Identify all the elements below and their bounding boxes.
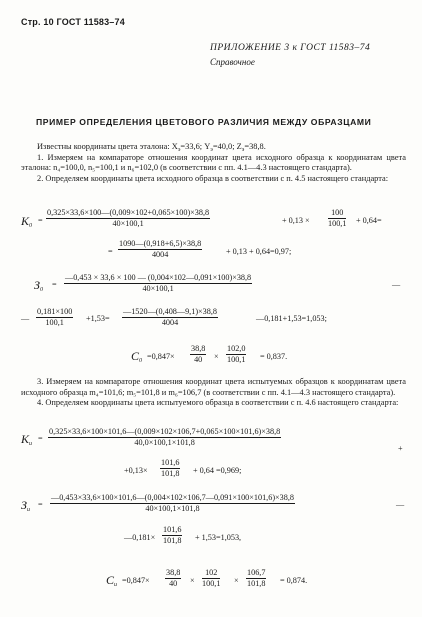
- paragraph-2: 2. Определяем координаты цвета исходного образца в соответствии с п. 4.5 настоящего стандарта:: [37, 173, 389, 183]
- k0-subscript: 0: [29, 223, 33, 229]
- intro-line: Известны координаты цвета эталона: $X_э=33,6$; $Y_э=40,0$; $Z_э=38,8$.: [37, 142, 266, 153]
- c0-coefficient: =0,847×: [147, 352, 175, 361]
- c0-fraction-1: $\frac{38,8}{40}$: [191, 344, 206, 364]
- ci-fraction-1: $\frac{38,8}{40}$: [166, 568, 181, 588]
- zi-subscript: и: [26, 507, 30, 513]
- zi-fraction-1: $\frac{—0,453\times 33,6\times 100\times 101,6—(0,004\times 102\times 106,7—0,091\times 100\times 101,6)\times 38,8}{40\times 100,1\times 101,8}$: [51, 493, 294, 513]
- c0-fraction-2: $\frac{102,0}{100,1}$: [227, 344, 246, 364]
- ki-symbol: K: [21, 432, 30, 446]
- z0-result: —0,181+1,53=1,053;: [256, 314, 327, 323]
- z0-fraction-2: $\frac{0,181\times 100}{100,1}$: [37, 307, 73, 327]
- page-header: Стр. 10 ГОСТ 11583–74: [21, 17, 125, 27]
- intro-block: [21, 142, 406, 184]
- paragraph-3: 3. Измеряем на компараторе отношения координат цвета испытуемых образцов к координатам цвета исходного образца m₄=101,6; m₅=101,8 и m₆=106,7 (в соответствии с пп. 4.1—4.3 настоящего стандарта).: [21, 377, 406, 397]
- ci-fraction-3: $\frac{106,7}{101,8}$: [247, 568, 266, 588]
- z0-dash: —: [392, 280, 401, 289]
- c0-times: ×: [214, 352, 219, 361]
- k0-fraction-2: $\frac{100}{100,1}$: [328, 208, 347, 228]
- ki-plus: +: [398, 444, 403, 453]
- k0-fraction-3: $\frac{1090—(0,918+6,5)\times 38,8}{4004}$: [119, 239, 202, 259]
- ci-result: = 0,874.: [280, 576, 308, 585]
- appendix-reference: Справочное: [210, 57, 255, 67]
- c0-subscript: 0: [139, 358, 143, 364]
- ki-term: +0,13×: [124, 466, 148, 475]
- k0-result: + 0,13 + 0,64=0,97;: [226, 247, 292, 256]
- ki-subscript: и: [29, 441, 33, 447]
- appendix-title: ПРИЛОЖЕНИЕ 3 к ГОСТ 11583–74: [210, 43, 371, 53]
- document-page: Стр. 10 ГОСТ 11583–74 ПРИЛОЖЕНИЕ 3 к ГОСТ 11583–74 Справочное ПРИМЕР ОПРЕДЕЛЕНИЯ ЦВЕТОВОГО РАЗЛИЧИЯ МЕЖДУ ОБРАЗЦАМИ Известны координаты цвета эталона: $X_э=33,6$; $Y_э=40,0$; $Z_э=38,8$. 1. Измеряем на компараторе отношения координат цвета исходного образца к координатам цвета эталона: n₄=100,0, n₅=100,1 и n₆=102,0 (в соответствии с пп. 4.1—4.3 настоящего стандарта). 2. Определяем координаты цвета исходного образца в соответствии с п. 4.5 настоящего стандарта: $K_0$ = $\frac{0,325\times 33,6\times 100—(0,009\times 102+0,065\times 100)\times 38,8}{40\times 100,1}$ + 0,13 × $\frac{100}{100,1}$ + 0,64= = $\frac{1090—(0,918+6,5)\times 38,8}{4004}$ + 0,13 + 0,64=0,97; $З_0$ = $\frac{—0,453 \times 33,6 \times 100 — (0,004\times 102—0,091\times 100)\times 38,8}{40\times 100,1}$ — — $\frac{0,181\times 100}{100,1}$ +1,53= $\frac{—1520—(0,408—9,1)\times 38,8}{4004}$ —0,181+1,53=1,053; $C_0$ =0,847× $\frac{38,8}{40}$ × $\frac{102,0}{100,1}$ = 0,837. 3. Измеряем на компараторе отношения координат цвета испытуемых образцов к координатам цвета исходного образца m₄=101,6; m₅=101,8 и m₆=106,7 (в соответствии с пп. 4.1—4.3 настоящего стандарта). 4. Определяем координаты цвета испытуемого образца в соответствии с п. 4.6 настоящего стандарта: $K_и$ = $\frac{0,325\times 33,6\times 100\times 101,6—(0,009\times 102\times 106,7+0,065\times 100\times 101,6)\times 38,8}{40,0\times 100,1\times 101,8}$ + +0,13× $\frac{101,6}{101,8}$ + 0,64 =0,969; $З_и$ = $\frac{—0,453\times 33,6\times 100\times 101,6—(0,004\times 102\times 106,7—0,091\times 100\times 101,6)\times 38,8}{40\times 100,1\times 101,8}$ — —0,181× $\frac{101,6}{101,8}$ + 1,53=1,053, $C_и$ =0,847× $\frac{38,8}{40}$ × $\frac{102}{100,1}$ × $\frac{106,7}{101,8}$ = 0,874.: [21, 17, 406, 588]
- ci-fraction-2: $\frac{102}{100,1}$: [202, 568, 221, 588]
- ci-times-2: ×: [234, 576, 239, 585]
- zi-result: + 1,53=1,053,: [195, 533, 242, 542]
- k0-fraction-1: $\frac{0,325\times 33,6\times 100—(0,009\times 102+0,065\times 100)\times 38,8}{40\times 100,1}$: [47, 208, 210, 228]
- zi-fraction-2: $\frac{101,6}{101,8}$: [163, 525, 182, 545]
- z0-lead: —: [21, 314, 30, 323]
- k0-term: + 0,13 ×: [282, 216, 310, 225]
- c0-symbol: C: [131, 349, 140, 363]
- k0-equals: =: [108, 247, 113, 256]
- ci-times-1: ×: [190, 576, 195, 585]
- z0-fraction-3: $\frac{—1520—(0,408—9,1)\times 38,8}{4004}$: [123, 307, 217, 327]
- paragraph-1: 1. Измеряем на компараторе отношения координат цвета исходного образца к координатам цвета эталона: n₄=100,0, n₅=100,1 и n₆=102,0 (в соответствии с пп. 4.1—4.3 настоящего стандарта).: [21, 152, 406, 173]
- z0-symbol: З: [34, 278, 40, 292]
- c0-result: = 0,837.: [260, 352, 288, 361]
- ki-fraction-2: $\frac{101,6}{101,8}$: [161, 458, 180, 478]
- zi-term: —0,181×: [124, 533, 156, 542]
- ci-coefficient: =0,847×: [122, 576, 150, 585]
- z0-mid: +1,53=: [86, 314, 110, 323]
- ki-result: + 0,64 =0,969;: [193, 466, 242, 475]
- k0-tail: + 0,64=: [356, 216, 382, 225]
- z0-fraction-1: $\frac{—0,453 \times 33,6 \times 100 — (0,004\times 102—0,091\times 100)\times 38,8}{40\times 100,1}$: [65, 273, 252, 293]
- ci-subscript: и: [114, 582, 118, 588]
- k0-symbol: K: [21, 214, 30, 228]
- section-title: ПРИМЕР ОПРЕДЕЛЕНИЯ ЦВЕТОВОГО РАЗЛИЧИЯ МЕЖДУ ОБРАЗЦАМИ: [36, 117, 372, 127]
- paragraph-4: 4. Определяем координаты цвета испытуемого образца в соответствии с п. 4.6 настоящего стандарта:: [37, 398, 399, 408]
- ki-fraction-1: $\frac{0,325\times 33,6\times 100\times 101,6—(0,009\times 102\times 106,7+0,065\times 100\times 101,6)\times 38,8}{40,0\times 100,1\times 101,8}$: [49, 427, 281, 447]
- middle-block: [21, 377, 406, 409]
- zi-dash: —: [396, 500, 405, 509]
- ci-symbol: C: [106, 573, 115, 587]
- z0-subscript: 0: [39, 287, 43, 293]
- zi-symbol: З: [21, 498, 27, 512]
